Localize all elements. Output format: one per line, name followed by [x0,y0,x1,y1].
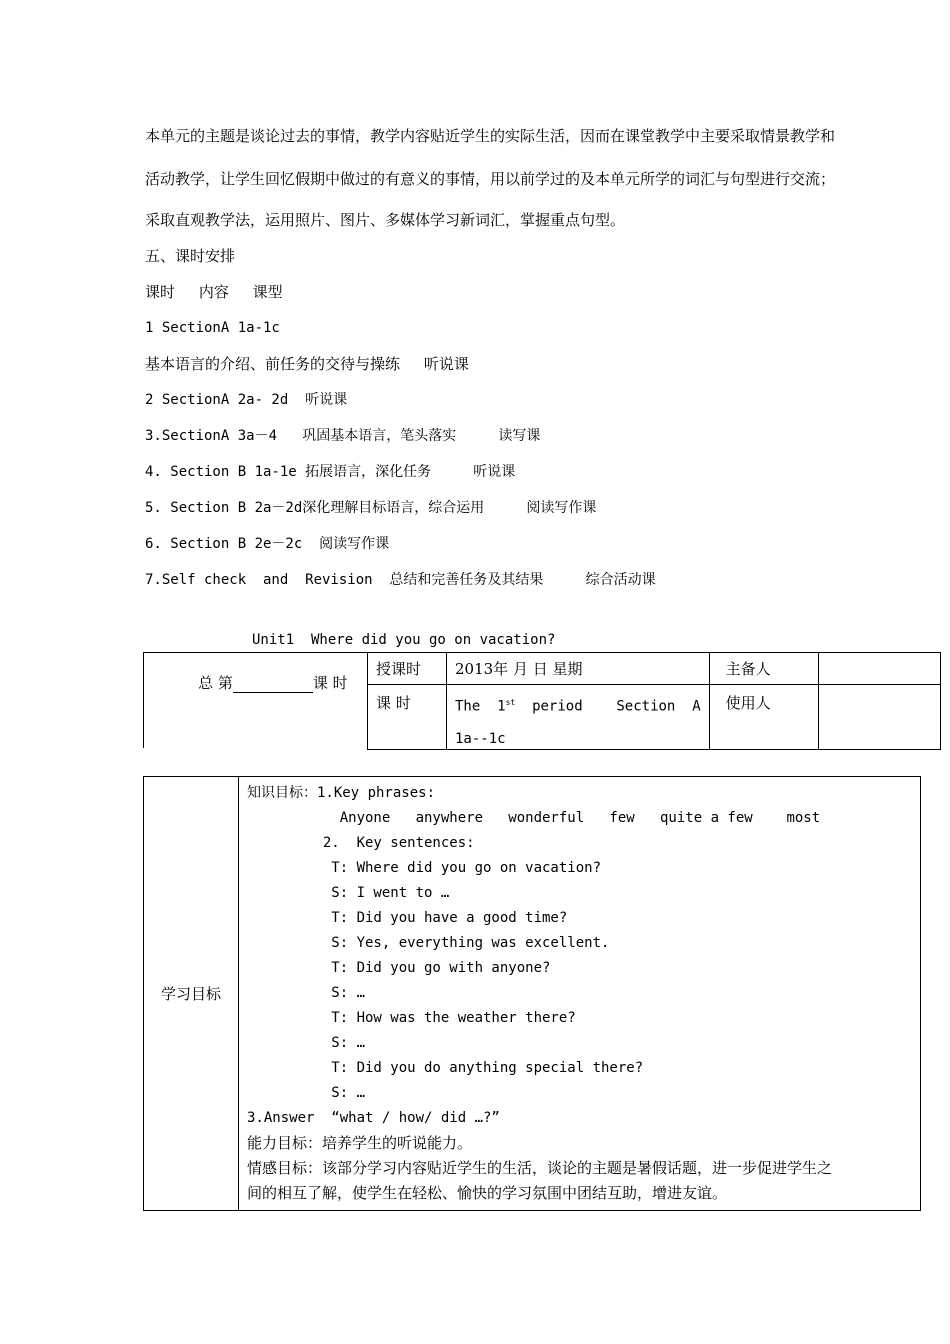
objective-line: S: … [247,1085,366,1101]
user-label: 使用人 [709,685,818,750]
objective-line: T: Where did you go on vacation? [247,860,602,876]
schedule-item: 2 SectionA 2a- 2d 听说课 [145,392,348,408]
schedule-item: 6. Section B 2e－2c 阅读写作课 [145,536,390,552]
lesson-header-table [367,652,941,750]
objective-line: T: Did you go with anyone? [247,960,551,976]
total-suffix: 课 时 [312,674,348,692]
objective-line: Anyone anywhere wonderful few quite a few most [247,810,821,826]
objective-line: 3.Answer “what / how/ did …?” [247,1110,500,1126]
schedule-item: 7.Self check and Revision 总结和完善任务及其结果 综合活动课 [145,572,656,588]
intro-line-1: 本单元的主题是谈论过去的事情，教学内容贴近学生的实际生活，因而在课堂教学中主要采取情景教学和 [145,127,836,145]
schedule-columns: 课时 内容 课型 [145,283,283,301]
emotion-objective-line-1: 情感目标：该部分学习内容贴近学生的生活，谈论的主题是暑假话题，进一步促进学生之 [247,1159,833,1177]
unit-title: Unit1 Where did you go on vacation? [252,632,556,648]
period-label: 课 时 [368,685,447,750]
objective-line: 2. Key sentences: [247,835,475,851]
objective-line: S: Yes, everything was excellent. [247,935,610,951]
schedule-item: 4. Section B 1a-1e 拓展语言，深化任务 听说课 [145,464,516,480]
date-cell: 2013年 月 日 星期 [447,653,710,685]
period-text: The 1 [455,698,506,715]
total-period-blank [233,676,313,693]
schedule-item: 5. Section B 2a－2d深化理解目标语言，综合运用 阅读写作课 [145,500,597,516]
period-line-2: 1a--1c [455,730,506,747]
schedule-item: 3.SectionA 3a－4 巩固基本语言，笔头落实 读写课 [145,428,541,444]
objective-line: T: How was the weather there? [247,1010,576,1026]
schedule-heading: 五、课时安排 [145,247,236,265]
period-cell [447,685,710,750]
intro-line-3: 采取直观教学法，运用照片、图片、多媒体学习新词汇，掌握重点句型。 [145,211,626,229]
total-period-label [179,653,348,713]
objectives-content [239,777,921,1211]
teach-time-label: 授课时 [368,653,447,685]
schedule-item: 1 SectionA 1a-1c [145,320,280,336]
period-ordinal: st [505,698,516,707]
emotion-objective-line-2: 间的相互了解，使学生在轻松、愉快的学习氛围中团结互助，增进友谊。 [247,1184,728,1202]
learning-objectives-table [143,776,921,1211]
objective-line: T: Did you do anything special there? [247,1060,644,1076]
schedule-item: 基本语言的介绍、前任务的交待与操练 听说课 [145,355,469,373]
intro-line-2: 活动教学，让学生回忆假期中做过的有意义的事情，用以前学过的及本单元所学的词汇与句型进行交流； [145,170,836,188]
user-value [818,685,940,750]
objective-line: S: I went to … [247,885,450,901]
lead-preparer-label: 主备人 [709,653,818,685]
objectives-label: 学习目标 [144,777,239,1211]
ability-objective: 能力目标：培养学生的听说能力。 [247,1134,473,1152]
lead-preparer-value [818,653,940,685]
total-period-cell [143,652,367,748]
objective-line: T: Did you have a good time? [247,910,568,926]
total-prefix: 总 第 [198,674,233,692]
period-section: period Section A [515,698,701,715]
objective-line: 知识目标：1.Key phrases: [247,785,436,801]
period-line-1 [455,693,701,717]
objective-line: S: … [247,985,366,1001]
objective-line: S: … [247,1035,366,1051]
